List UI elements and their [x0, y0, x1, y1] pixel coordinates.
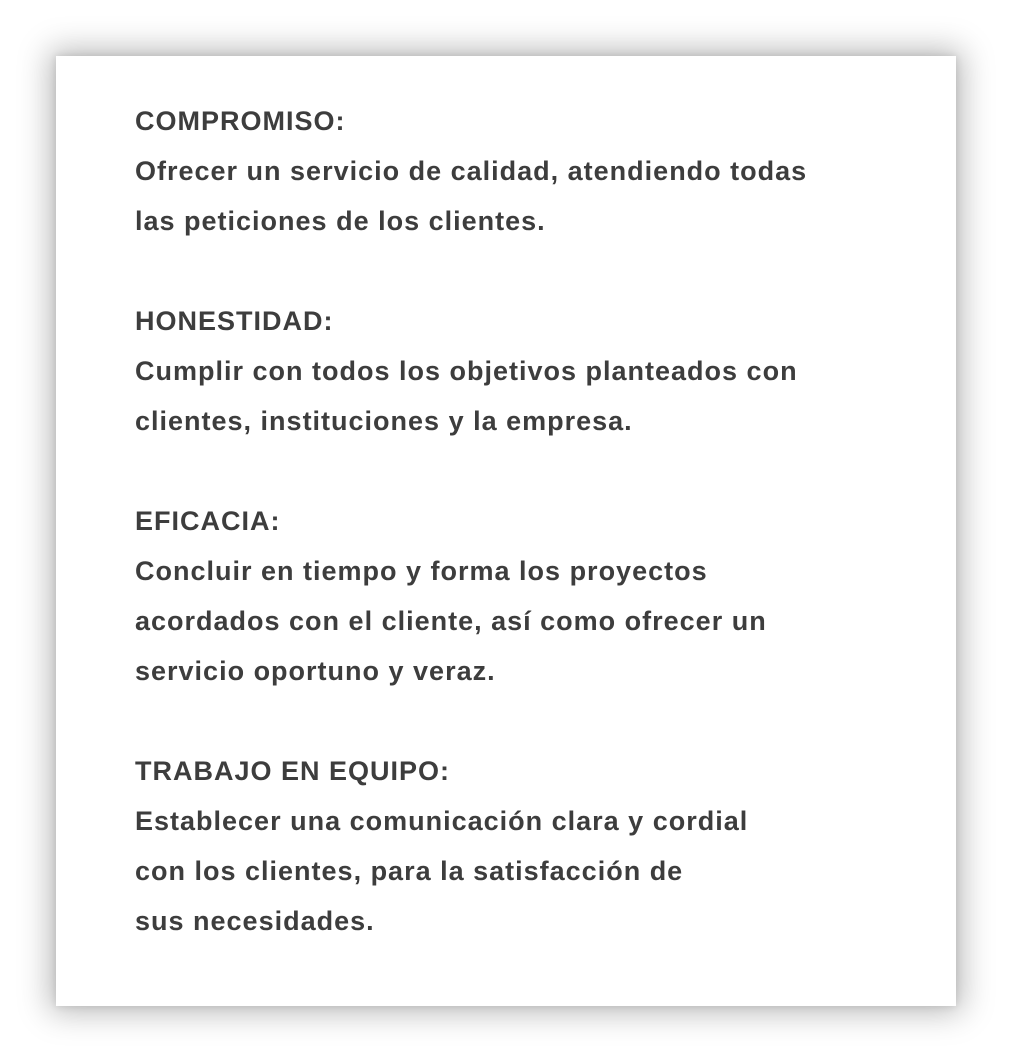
- section-trabajo-en-equipo: [135, 746, 935, 946]
- section-compromiso: [135, 96, 935, 246]
- section-heading: HONESTIDAD:: [135, 306, 334, 336]
- section-text-line: sus necesidades.: [135, 906, 375, 936]
- section-text-line: Cumplir con todos los objetivos planteados con: [135, 356, 798, 386]
- section-text-line: las peticiones de los clientes.: [135, 206, 546, 236]
- section-text-line: Establecer una comunicación clara y cordial: [135, 806, 749, 836]
- section-eficacia: [135, 496, 935, 696]
- values-card: [56, 56, 956, 1006]
- values-content: [135, 96, 935, 946]
- section-text-line: servicio oportuno y veraz.: [135, 656, 496, 686]
- section-text-line: Ofrecer un servicio de calidad, atendiendo todas: [135, 156, 808, 186]
- section-text-line: acordados con el cliente, así como ofrecer un: [135, 606, 767, 636]
- section-text-line: Concluir en tiempo y forma los proyectos: [135, 556, 708, 586]
- section-text-line: clientes, instituciones y la empresa.: [135, 406, 633, 436]
- section-heading: EFICACIA:: [135, 506, 281, 536]
- section-honestidad: [135, 296, 935, 446]
- section-heading: TRABAJO EN EQUIPO:: [135, 756, 451, 786]
- section-text-line: con los clientes, para la satisfacción de: [135, 856, 684, 886]
- section-heading: COMPROMISO:: [135, 106, 346, 136]
